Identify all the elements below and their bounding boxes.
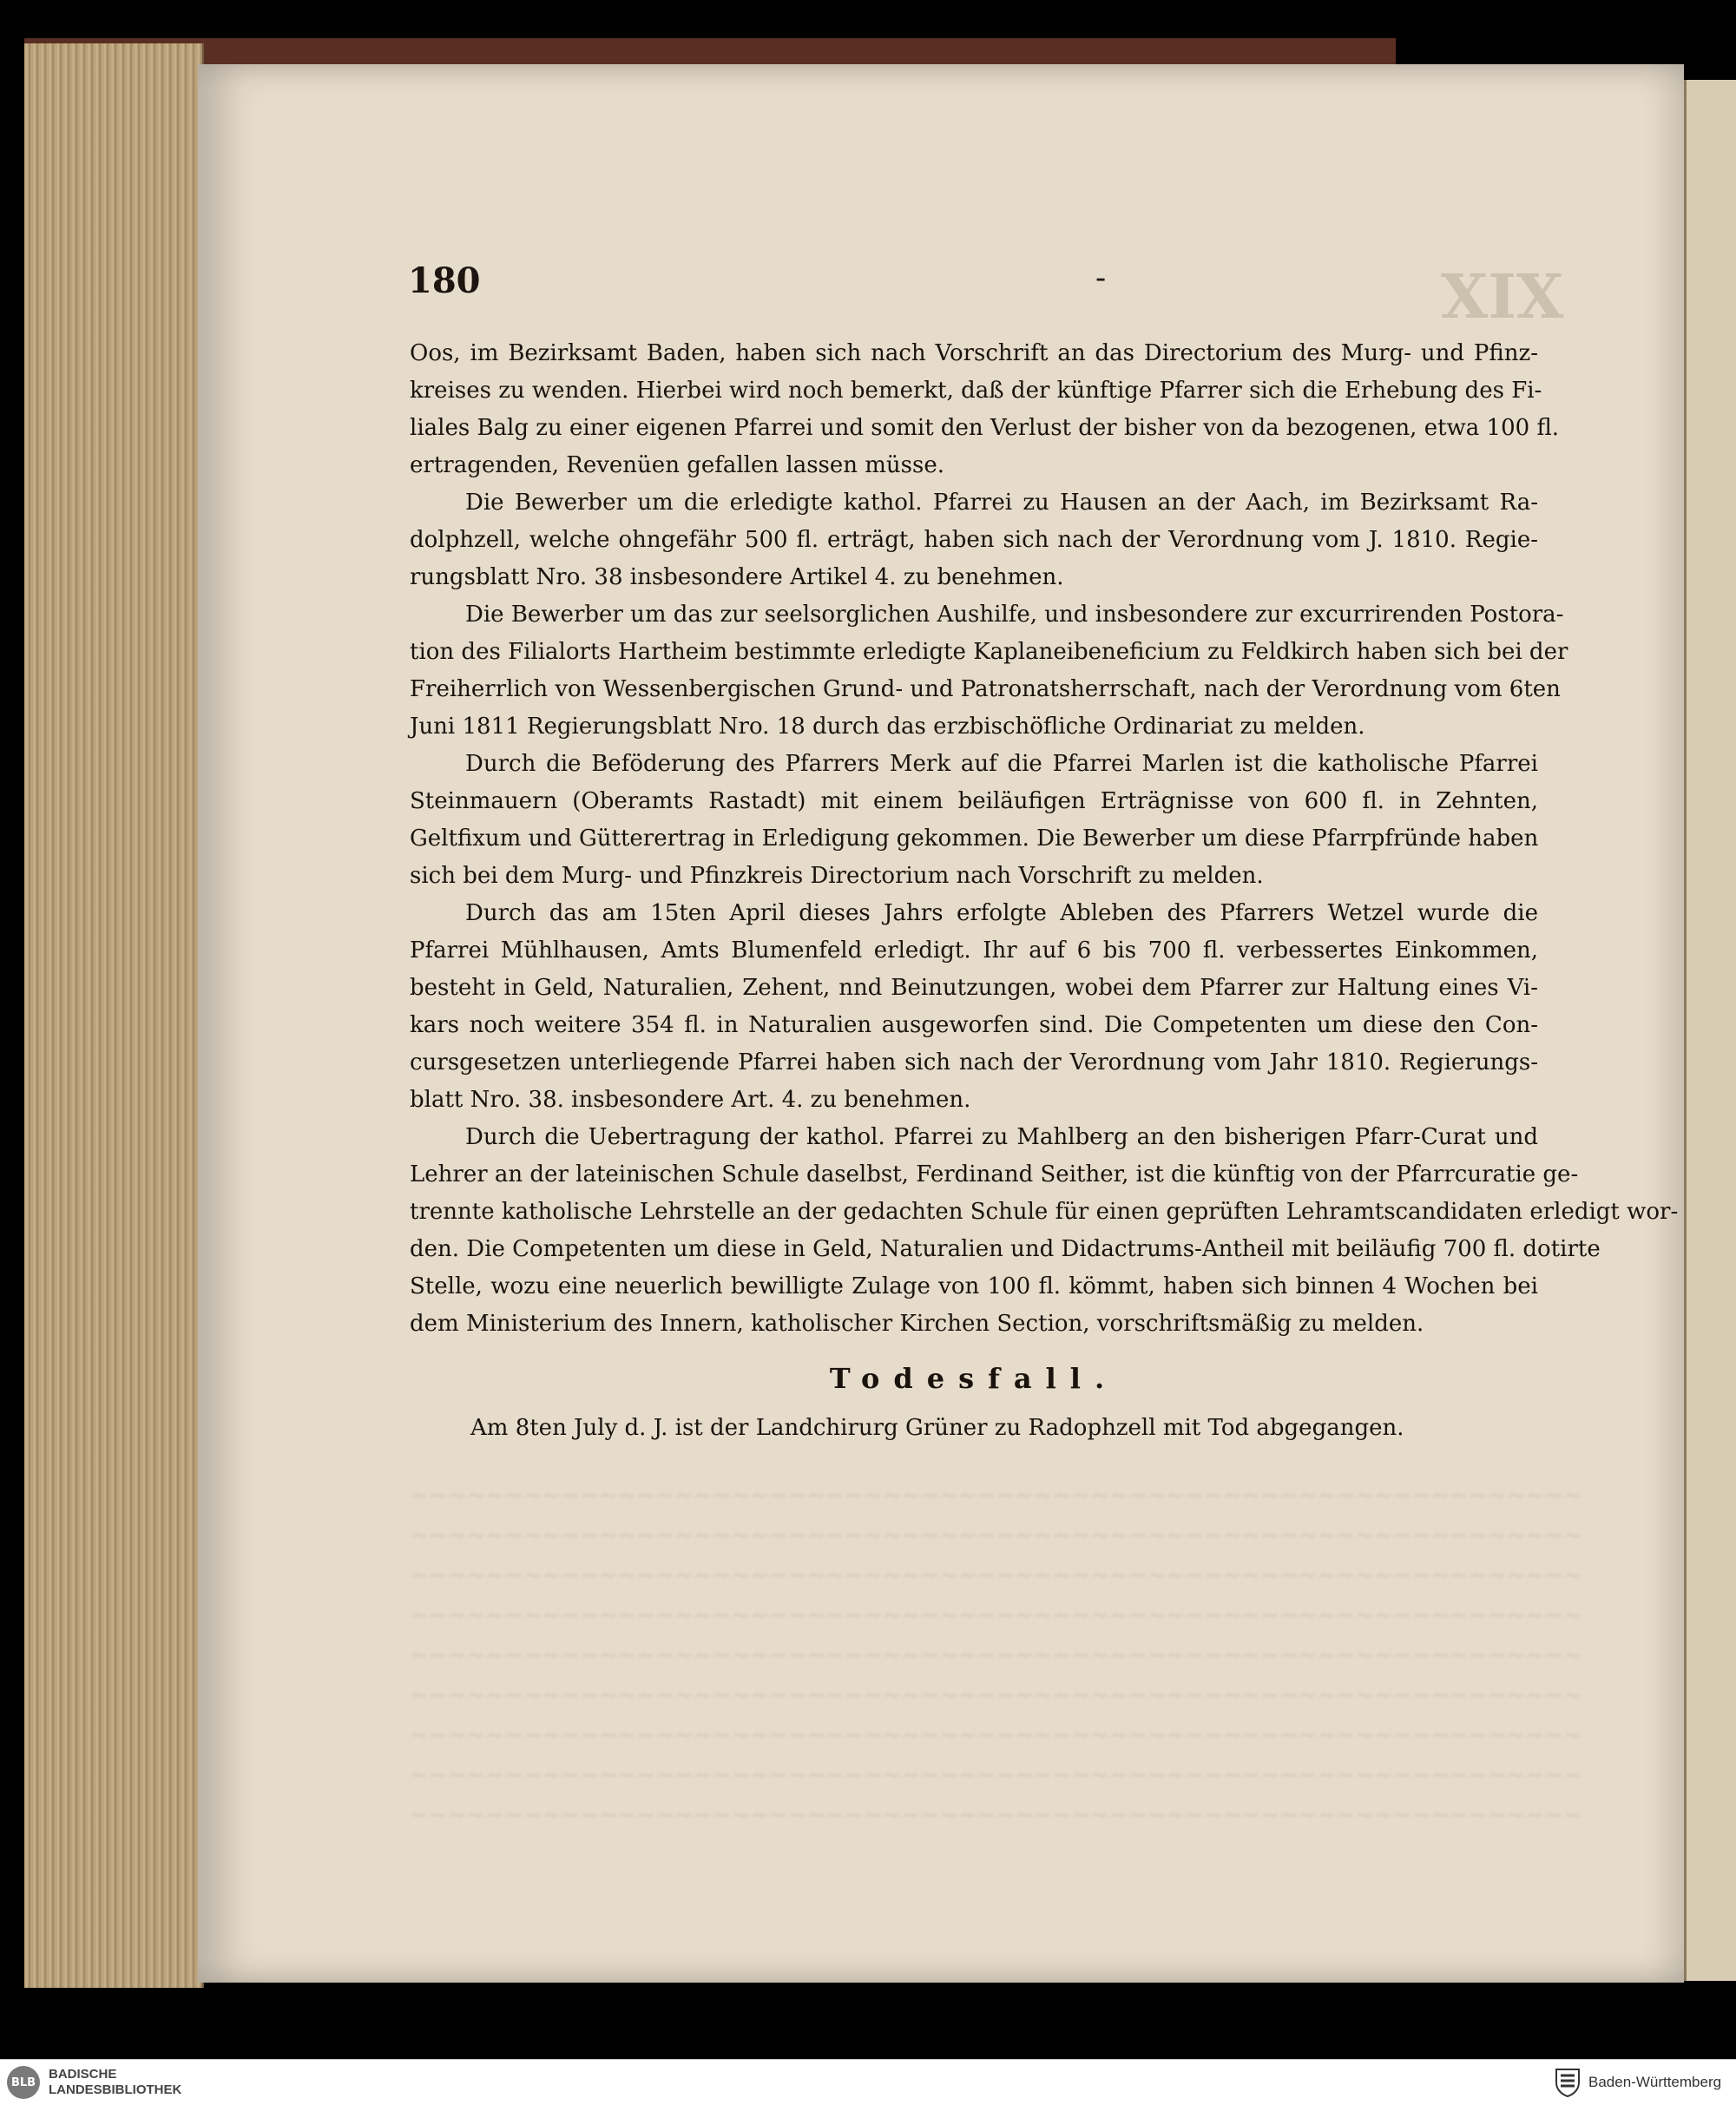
page-block-edges	[24, 43, 204, 1988]
state-name[interactable]: Baden-Württemberg	[1588, 2074, 1722, 2090]
document-body	[410, 335, 1679, 1447]
text-line: Stelle, wozu eine neuerlich bewilligte Zulage von 100 fl. kömmt, haben sich binnen 4 Wochen bei	[410, 1273, 1538, 1299]
bleed-through-text: XIX	[1441, 260, 1564, 332]
coat-of-arms-icon[interactable]	[1554, 2067, 1581, 2098]
text-line: cursgesetzen unterliegende Pfarrei haben sich nach der Verordnung vom Jahr 1810. Regierungs-	[410, 1049, 1538, 1076]
library-name[interactable]	[49, 2067, 181, 2098]
text-line: Die Bewerber um das zur seelsorglichen Aushilfe, und insbesondere zur excurrirenden Postora-	[465, 602, 1564, 628]
obituary-text: Am 8ten July d. J. ist der Landchirurg Grüner zu Radophzell mit Tod abgegangen.	[470, 1415, 1404, 1441]
bleed-through-texture: ~~~~~~~~~~~~~~~~~~~~~~~~~~~~~~~~~~~~~~~~~~~~~~~~~~~~~~~~~~~~~~ ~~~~~~~~~~~~~~~~~~~~~~~~~~~~~~~~~~~~~~~~~~~~~~~~~~~~~~~~~~~~~~ ~~~~~~~~~~~~~~~~~~~~~~~~~~~~~~~~~~~~~~~~~~~~~~~~~~~~~~~~~~~~~~ ~~~~~~~~~~~~~~~~~~~~~~~~~~~~~~~~~~~~~~~~~~~~~~~~~~~~~~~~~~~~~~ ~~~~~~~~~~~~~~~~~~~~~~~~~~~~~~~~~~~~~~~~~~~~~~~~~~~~~~~~~~~~~~ ~~~~~~~~~~~~~~~~~~~~~~~~~~~~~~~~~~~~~~~~~~~~~~~~~~~~~~~~~~~~~~ ~~~~~~~~~~~~~~~~~~~~~~~~~~~~~~~~~~~~~~~~~~~~~~~~~~~~~~~~~~~~~~ ~~~~~~~~~~~~~~~~~~~~~~~~~~~~~~~~~~~~~~~~~~~~~~~~~~~~~~~~~~~~~~ ~~~~~~~~~~~~~~~~~~~~~~~~~~~~~~~~~~~~~~~~~~~~~~~~~~~~~~~~~~~~~~	[410, 1483, 1582, 1828]
blb-logo-icon[interactable]: BLB	[7, 2066, 40, 2099]
header-dash: -	[1095, 260, 1107, 296]
text-line: sich bei dem Murg- und Pfinzkreis Directorium nach Vorschrift zu melden.	[410, 863, 1264, 889]
text-line: rungsblatt Nro. 38 insbesondere Artikel 4. zu benehmen.	[410, 564, 1064, 590]
text-line: dolphzell, welche ohngefähr 500 fl. erträgt, haben sich nach der Verordnung vom J. 1810. Regie-	[410, 527, 1538, 553]
text-line: besteht in Geld, Naturalien, Zehent, nnd Beinutzungen, wobei dem Pfarrer zur Haltung eines Vi-	[410, 975, 1538, 1001]
text-line: Durch die Beföderung des Pfarrers Merk auf die Pfarrei Marlen ist die katholische Pfarrei	[465, 751, 1538, 777]
text-line: trennte katholische Lehrstelle an der gedachten Schule für einen geprüften Lehramtscandidaten erledigt wor-	[410, 1199, 1679, 1225]
text-line: Juni 1811 Regierungsblatt Nro. 18 durch das erzbischöfliche Ordinariat zu melden.	[410, 714, 1365, 740]
viewer-footer	[0, 2059, 1736, 2105]
text-line: tion des Filialorts Hartheim bestimmte erledigte Kaplaneibeneficium zu Feldkirch haben sich bei der	[410, 639, 1568, 665]
text-line: Pfarrei Mühlhausen, Amts Blumenfeld erledigt. Ihr auf 6 bis 700 fl. verbessertes Einkommen,	[410, 937, 1538, 964]
text-line: Freiherrlich von Wessenbergischen Grund- und Patronatsherrschaft, nach der Verordnung vom 6ten	[410, 676, 1561, 702]
text-line: Steinmauern (Oberamts Rastadt) mit einem beiläufigen Erträgnisse von 600 fl. in Zehnten,	[410, 788, 1538, 814]
library-name-line-2: LANDESBIBLIOTHEK	[49, 2082, 182, 2097]
page-number: 180	[408, 260, 481, 301]
text-line: Lehrer an der lateinischen Schule daselbst, Ferdinand Seither, ist die künftig von der Pfarrcuratie ge-	[410, 1161, 1579, 1187]
text-line: kars noch weitere 354 fl. in Naturalien ausgeworfen sind. Die Competenten um diese den Con-	[410, 1012, 1538, 1038]
text-line: ertragenden, Revenüen gefallen lassen müsse.	[410, 452, 945, 478]
adjacent-page-edge	[1684, 80, 1736, 1981]
text-line: kreises zu wenden. Hierbei wird noch bemerkt, daß der künftige Pfarrer sich die Erhebung des Fi-	[410, 378, 1542, 404]
text-line: Durch das am 15ten April dieses Jahrs erfolgte Ableben des Pfarrers Wetzel wurde die	[465, 900, 1538, 926]
text-line: Geltfixum und Gütterertrag in Erledigung gekommen. Die Bewerber um diese Pfarrpfründe haben	[410, 826, 1539, 852]
text-line: Durch die Uebertragung der kathol. Pfarrei zu Mahlberg an den bisherigen Pfarr-Curat und	[465, 1124, 1538, 1150]
text-line: den. Die Competenten um diese in Geld, Naturalien und Didactrums-Antheil mit beiläufig 700 fl. dotirte	[410, 1236, 1601, 1262]
book-cover-edge	[24, 38, 1396, 64]
library-name-line-1: BADISCHE	[49, 2067, 117, 2082]
text-line: Die Bewerber um die erledigte kathol. Pfarrei zu Hausen an der Aach, im Bezirksamt Ra-	[465, 490, 1538, 516]
text-line: dem Ministerium des Innern, katholischer Kirchen Section, vorschriftsmäßig zu melden.	[410, 1311, 1424, 1337]
text-line: liales Balg zu einer eigenen Pfarrei und somit den Verlust der bisher von da bezogenen, etwa 100 fl.	[410, 415, 1560, 441]
section-heading: Todesfall.	[829, 1362, 1119, 1395]
text-line: blatt Nro. 38. insbesondere Art. 4. zu benehmen.	[410, 1087, 971, 1113]
text-line: Oos, im Bezirksamt Baden, haben sich nach Vorschrift an das Directorium des Murg- und Pfinz-	[410, 340, 1538, 366]
